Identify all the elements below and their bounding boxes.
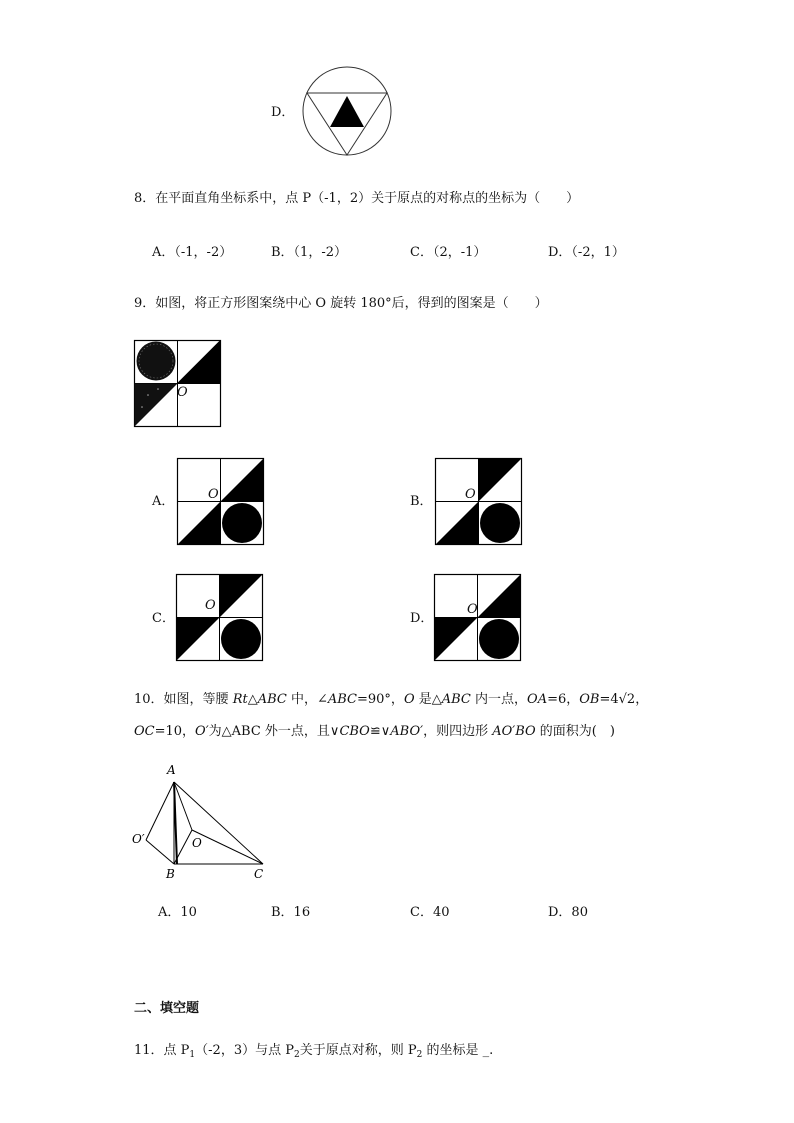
- q10-stem-line1: 10．如图，等腰 Rt△ABC 中，∠ABC=90°，O 是△ABC 内一点，OA=6，OB=4√2，: [134, 692, 649, 707]
- q10-vertex-a: A: [167, 763, 176, 777]
- section-title: 二、填空题: [134, 1001, 200, 1016]
- q9-option-c-label[interactable]: C．: [152, 611, 175, 626]
- q10-vertex-c: C: [254, 867, 264, 881]
- q9-option-c-figure[interactable]: [175, 573, 265, 663]
- q9-center-label: O: [177, 385, 188, 400]
- q8-option-b[interactable]: B．（1，-2）: [271, 245, 347, 260]
- q10-option-d[interactable]: D．80: [548, 905, 588, 920]
- q10-stem-line2: OC=10，O′为△ABC 外一点，且∨CBO≌∨ABO′，则四边形 AO′BO 的面积为( ): [134, 724, 615, 739]
- q10-vertex-b: B: [166, 867, 175, 881]
- q9-option-d-label[interactable]: D．: [410, 611, 434, 626]
- q10-option-b[interactable]: B．16: [271, 905, 311, 920]
- q9-option-d-figure[interactable]: [433, 573, 525, 663]
- q9-option-b-o-label: O: [465, 487, 476, 502]
- q7-option-d-figure: [301, 66, 393, 158]
- q9-option-b-label[interactable]: B．: [410, 494, 433, 509]
- q11-stem: 11．点 $P_1(-2$，3）与点 $P_2$关于原点对称，则 $P_2$ 的坐标是 _.: [134, 1043, 494, 1060]
- q8-option-c[interactable]: C．（2，-1）: [410, 245, 487, 260]
- q9-option-a-label[interactable]: A．: [152, 494, 175, 509]
- sqrt-two: √2: [618, 692, 636, 707]
- q9-option-a-figure[interactable]: [176, 457, 266, 547]
- q9-stem: 9．如图，将正方形图案绕中心 O 旋转 180°后，得到的图案是（ ）: [134, 296, 548, 311]
- q7-option-d-label[interactable]: D．: [271, 105, 295, 120]
- q8-option-d[interactable]: D．（-2，1）: [548, 245, 625, 260]
- q9-option-b-figure[interactable]: [434, 457, 524, 547]
- q10-point-o-prime: O′: [132, 832, 145, 846]
- q10-geometry-figure: [130, 760, 280, 885]
- q8-option-a[interactable]: A．（-1，-2）: [152, 245, 233, 260]
- q9-option-a-o-label: O: [208, 487, 219, 502]
- q9-option-d-o-label: O: [467, 602, 478, 617]
- q10-option-a[interactable]: A．10: [158, 905, 197, 920]
- q9-original-figure: [133, 339, 223, 429]
- q10-point-o: O: [192, 836, 202, 850]
- q8-stem: 8．在平面直角坐标系中，点 P（-1，2）关于原点的对称点的坐标为（ ）: [134, 191, 580, 206]
- q10-option-c[interactable]: C．40: [410, 905, 450, 920]
- q9-option-c-o-label: O: [205, 598, 216, 613]
